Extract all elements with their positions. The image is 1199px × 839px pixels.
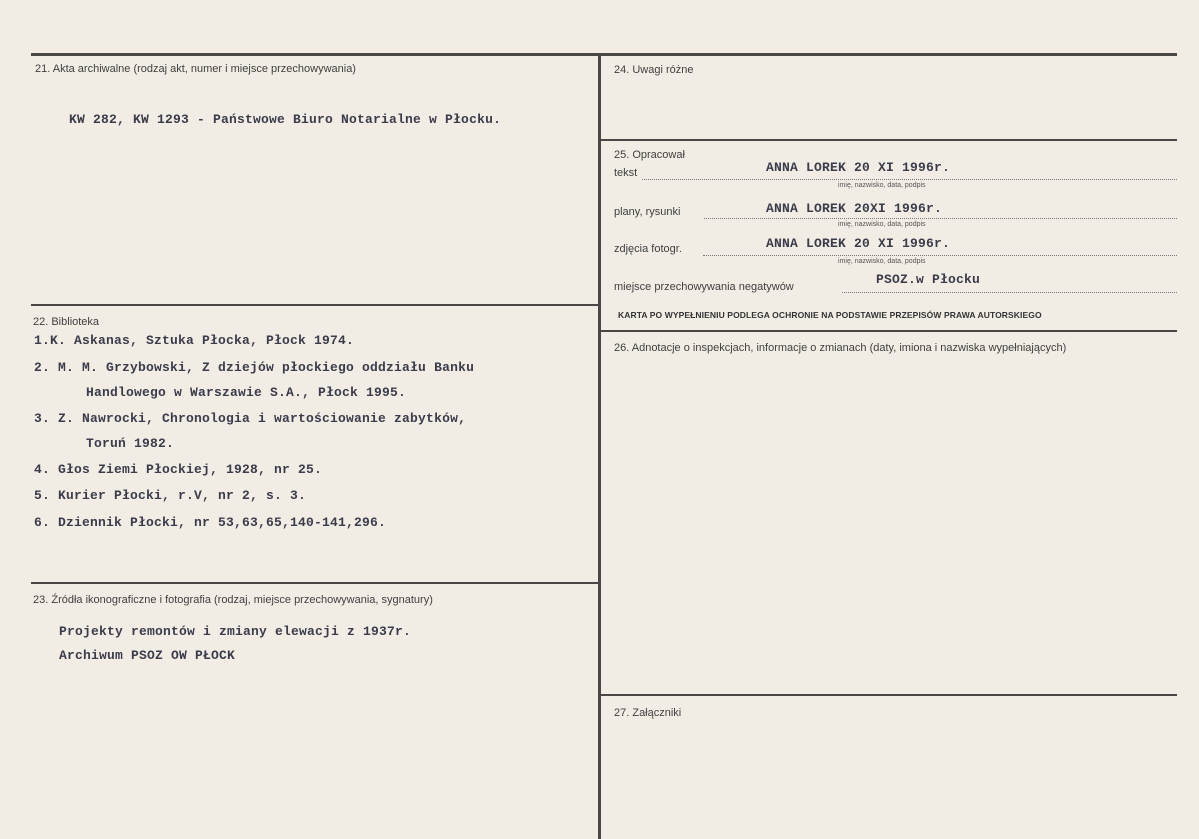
iconography-line: Archiwum PSOZ OW PŁOCK xyxy=(59,648,236,663)
bibliography-line: 3. Z. Nawrocki, Chronologia i wartościowanie zabytków, xyxy=(34,411,467,426)
row-tekst-label: tekst xyxy=(614,167,638,179)
rule-22 xyxy=(31,304,600,306)
row-zdjecia-hint: imię, nazwisko, data, podpis xyxy=(838,258,926,265)
bibliography-line: Toruń 1982. xyxy=(86,436,175,451)
row-tekst-line xyxy=(642,179,1177,180)
row-plany-value: ANNA LOREK 20XI 1996r. xyxy=(766,201,943,216)
bibliography-line: Handlowego w Warszawie S.A., Płock 1995. xyxy=(86,385,407,400)
section-27-label: 27. Załączniki xyxy=(614,707,682,719)
row-zdjecia-label: zdjęcia fotogr. xyxy=(614,243,682,255)
row-negatywy-label: miejsce przechowywania negatywów xyxy=(614,281,794,293)
section-23-label: 23. Źródła ikonograficzne i fotografia (rodzaj, miejsce przechowywania, sygnatury) xyxy=(33,594,433,606)
row-plany-label: plany, rysunki xyxy=(614,206,681,218)
bibliography-line: 6. Dziennik Płocki, nr 53,63,65,140-141,296. xyxy=(34,515,387,530)
section-24-label: 24. Uwagi różne xyxy=(614,64,694,76)
bibliography-line: 2. M. M. Grzybowski, Z dziejów płockiego oddziału Banku xyxy=(34,360,475,375)
rule-27 xyxy=(600,694,1177,696)
row-negatywy-value: PSOZ.w Płocku xyxy=(876,272,981,287)
bibliography-line: 4. Głos Ziemi Płockiej, 1928, nr 25. xyxy=(34,462,323,477)
section-21-text: KW 282, KW 1293 - Państwowe Biuro Notarialne w Płocku. xyxy=(69,112,502,127)
row-tekst-hint: imię, nazwisko, data, podpis xyxy=(838,182,926,189)
rule-25 xyxy=(600,139,1177,141)
rule-26 xyxy=(600,330,1177,332)
bibliography-line: 1.K. Askanas, Sztuka Płocka, Płock 1974. xyxy=(34,333,355,348)
row-plany-hint: imię, nazwisko, data, podpis xyxy=(838,221,926,228)
section-21-label: 21. Akta archiwalne (rodzaj akt, numer i miejsce przechowywania) xyxy=(35,63,356,75)
top-rule xyxy=(31,53,1177,56)
copyright-note: KARTA PO WYPEŁNIENIU PODLEGA OCHRONIE NA PODSTAWIE PRZEPISÓW PRAWA AUTORSKIEGO xyxy=(618,310,1042,320)
row-negatywy-line xyxy=(842,292,1177,293)
section-25-label: 25. Opracował xyxy=(614,149,685,161)
section-26-label: 26. Adnotacje o inspekcjach, informacje o zmianach (daty, imiona i nazwiska wypełniających) xyxy=(614,342,1067,354)
row-tekst-value: ANNA LOREK 20 XI 1996r. xyxy=(766,160,951,175)
row-plany-line xyxy=(704,218,1177,219)
rule-23 xyxy=(31,582,600,584)
bibliography-line: 5. Kurier Płocki, r.V, nr 2, s. 3. xyxy=(34,488,307,503)
iconography-line: Projekty remontów i zmiany elewacji z 1937r. xyxy=(59,624,412,639)
center-divider xyxy=(598,53,601,839)
row-zdjecia-value: ANNA LOREK 20 XI 1996r. xyxy=(766,236,951,251)
row-zdjecia-line xyxy=(703,255,1177,256)
section-22-label: 22. Biblioteka xyxy=(33,316,100,328)
